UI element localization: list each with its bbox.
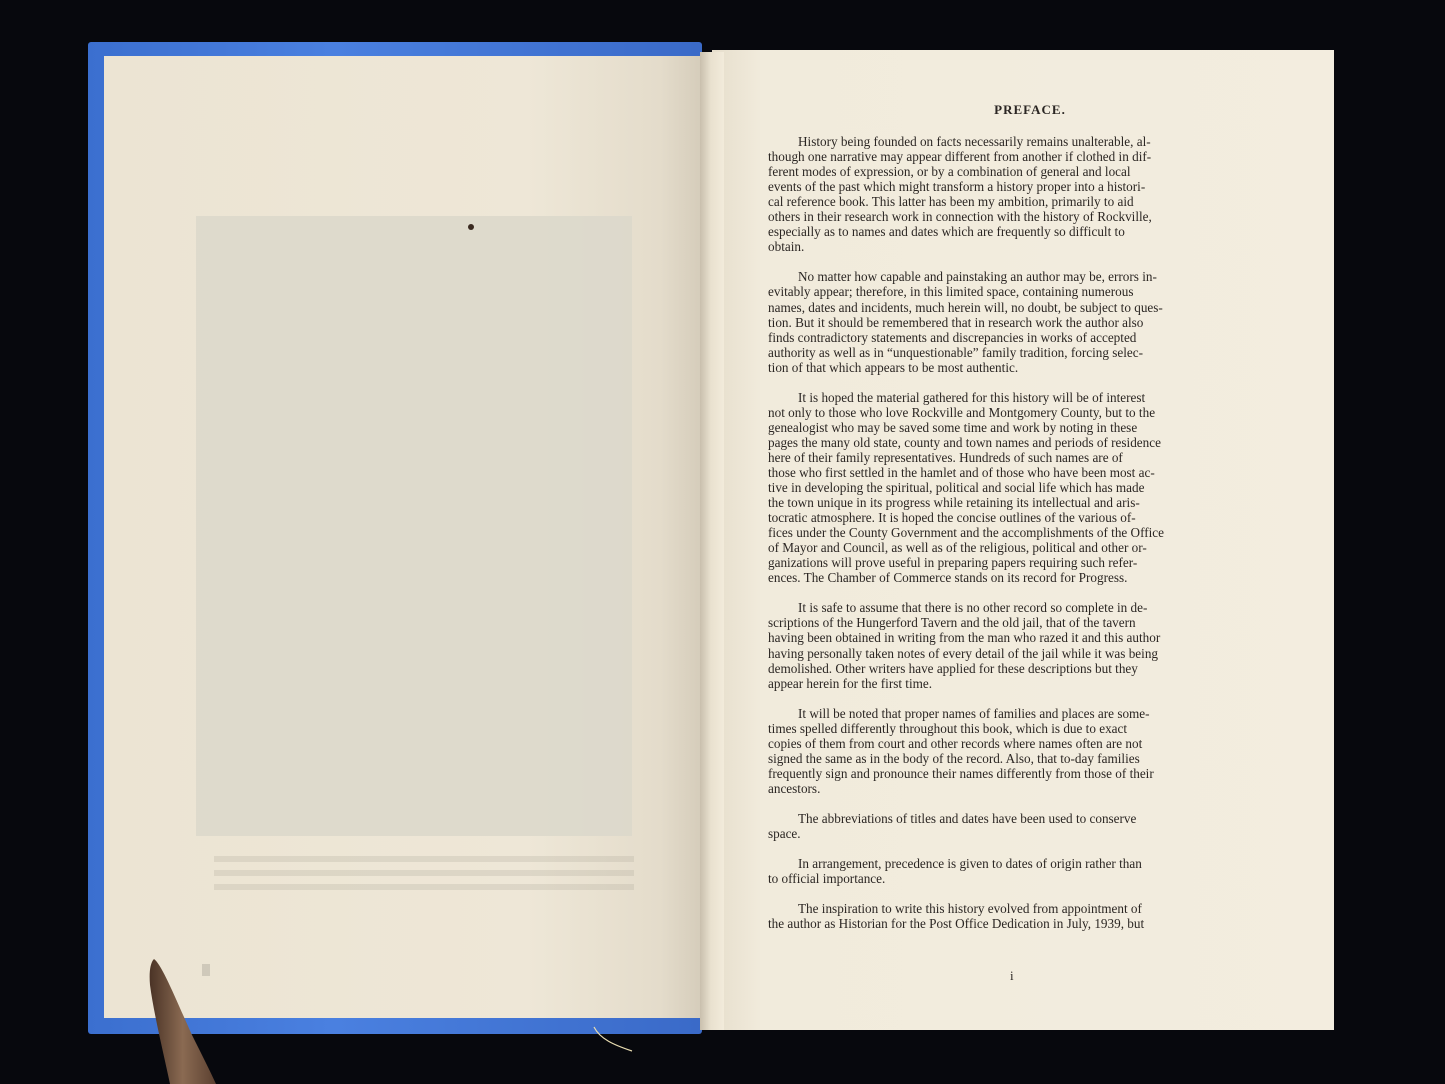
text-line: having been obtained in writing from the man who razed it and this author — [768, 630, 1161, 646]
paper-speck — [468, 224, 474, 230]
preface-paragraph — [768, 390, 1280, 586]
text-line: fices under the County Government and the accomplishments of the Office — [768, 525, 1164, 541]
text-line: ences. The Chamber of Commerce stands on its record for Progress. — [768, 570, 1128, 586]
text-line: scriptions of the Hungerford Tavern and the old jail, that of the tavern — [768, 615, 1136, 631]
text-line: signed the same as in the body of the record. Also, that to-day families — [768, 750, 1140, 766]
left-page — [104, 56, 708, 1018]
text-line: No matter how capable and painstaking an author may be, errors in- — [798, 269, 1157, 285]
text-line: frequently sign and pronounce their names differently from those of their — [768, 765, 1154, 781]
text-line: here of their family representatives. Hundreds of such names are of — [768, 449, 1123, 465]
text-line: It is hoped the material gathered for this history will be of interest — [798, 389, 1146, 405]
text-line: pages the many old state, county and town names and periods of residence — [768, 434, 1161, 450]
text-line: space. — [768, 825, 801, 841]
preface-paragraph — [768, 811, 1280, 841]
text-line: those who first settled in the hamlet and of those who have been most ac- — [768, 464, 1155, 480]
text-line: It will be noted that proper names of families and places are some- — [798, 705, 1150, 721]
right-page — [712, 50, 1334, 1030]
text-line: of Mayor and Council, as well as of the religious, political and other or- — [768, 540, 1147, 556]
text-line: tive in developing the spiritual, political and social life which has made — [768, 480, 1145, 496]
text-line: The abbreviations of titles and dates have been used to conserve — [798, 810, 1137, 826]
text-line: demolished. Other writers have applied for these descriptions but they — [768, 660, 1138, 676]
loose-thread — [590, 1025, 640, 1055]
preface-paragraph — [768, 134, 1280, 254]
text-line: The inspiration to write this history evolved from appointment of — [798, 901, 1142, 917]
preface-text-block — [768, 102, 1280, 946]
text-line: ganizations will prove useful in preparing papers requiring such refer- — [768, 555, 1138, 571]
text-line: authority as well as in “unquestionable” family tradition, forcing selec- — [768, 344, 1143, 360]
text-line: History being founded on facts necessarily remains unalterable, al- — [798, 134, 1151, 150]
text-line: In arrangement, precedence is given to dates of origin rather than — [798, 856, 1142, 872]
text-line: copies of them from court and other records where names often are not — [768, 735, 1143, 751]
preface-paragraphs — [768, 134, 1280, 931]
text-line: though one narrative may appear different from another if clothed in dif- — [768, 149, 1152, 165]
preface-paragraph — [768, 600, 1280, 690]
text-line: ferent modes of expression, or by a combination of general and local — [768, 164, 1131, 180]
text-line: tocratic atmosphere. It is hoped the concise outlines of the various of- — [768, 510, 1136, 526]
text-line: finds contradictory statements and discrepancies in works of accepted — [768, 329, 1137, 345]
preface-paragraph — [768, 706, 1280, 796]
text-line: names, dates and incidents, much herein will, no doubt, be subject to ques- — [768, 299, 1163, 315]
text-line: It is safe to assume that there is no other record so complete in de- — [798, 600, 1148, 616]
text-line: genealogist who may be saved some time and work by noting in these — [768, 419, 1138, 435]
text-line: others in their research work in connection with the history of Rockville, — [768, 209, 1152, 225]
text-line: to official importance. — [768, 871, 886, 887]
text-line: appear herein for the first time. — [768, 675, 933, 691]
text-line: cal reference book. This latter has been my ambition, primarily to aid — [768, 194, 1134, 210]
text-line: obtain. — [768, 239, 805, 255]
text-line: tion of that which appears to be most authentic. — [768, 359, 1019, 375]
letter-opener-icon — [140, 955, 220, 1084]
text-line: tion. But it should be remembered that in research work the author also — [768, 314, 1144, 330]
text-line: the town unique in its progress while retaining its intellectual and aris- — [768, 495, 1140, 511]
text-line: events of the past which might transform a history proper into a histori- — [768, 179, 1146, 195]
preface-paragraph — [768, 901, 1280, 931]
text-line: having personally taken notes of every detail of the jail while it was being — [768, 645, 1159, 661]
text-line: especially as to names and dates which are frequently so difficult to — [768, 224, 1125, 240]
page-number: i — [1010, 968, 1014, 983]
text-line: times spelled differently throughout this book, which is due to exact — [768, 720, 1128, 736]
show-through-caption — [214, 856, 634, 896]
text-line: ancestors. — [768, 780, 821, 796]
book-gutter — [700, 52, 724, 1030]
text-line: evitably appear; therefore, in this limited space, containing numerous — [768, 284, 1134, 300]
page-title: PREFACE. — [994, 102, 1066, 117]
text-line: not only to those who love Rockville and Montgomery County, but to the — [768, 404, 1156, 420]
preface-paragraph — [768, 856, 1280, 886]
blank-plate-area — [196, 216, 632, 836]
text-line: the author as Historian for the Post Office Dedication in July, 1939, but — [768, 916, 1145, 932]
preface-paragraph — [768, 269, 1280, 374]
